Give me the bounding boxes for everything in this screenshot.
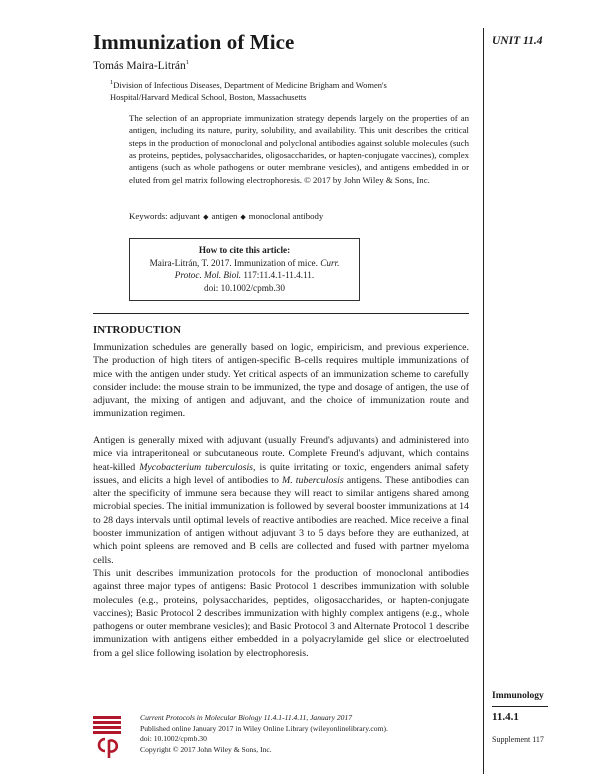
- intro-paragraph-2: [93, 434, 469, 567]
- footer-published[interactable]: Published online January 2017 in Wiley Online Library (wileyonlinelibrary.com).: [140, 723, 388, 733]
- species-name: Mycobacterium tuberculosis: [139, 461, 254, 473]
- keyword-item[interactable]: monoclonal antibody: [248, 211, 324, 221]
- footer-doi[interactable]: doi: 10.1002/cpmb.30: [140, 734, 207, 744]
- intro-paragraph-1: Immunization schedules are generally based on logic, empiricism, and previous experience. The production of high titers of antigen-specific B-cells requires multiple immunizations of mice with the antigen under study. Yet critical aspects of an immunization scheme to carefully consider include: the mouse strain to be immunized, the type and dosage of antigen, the use of adjuvant, the mixing of antigen and adjuvant, and the choice of immunization route and immunization regimen.: [93, 342, 469, 420]
- unit-label: UNIT 11.4: [492, 35, 543, 47]
- sidebar-rule: [492, 706, 548, 707]
- footer-copyright: Copyright © 2017 John Wiley & Sons, Inc.: [140, 744, 272, 754]
- affiliation-text: Division of Infectious Diseases, Department of Medicine Brigham and Women's Hospital/Harvard Medical School, Boston, Massachusetts: [110, 79, 387, 103]
- citation-heading: How to cite this article:: [198, 245, 291, 255]
- section-name: Immunology: [492, 691, 544, 701]
- keyword-item[interactable]: antigen: [211, 211, 238, 221]
- keyword-item[interactable]: adjuvant: [169, 211, 201, 221]
- section-heading: INTRODUCTION: [93, 324, 182, 336]
- species-name: M. tuberculosis: [282, 474, 344, 486]
- affiliation: [110, 77, 440, 104]
- section-divider: [93, 313, 469, 314]
- p2-text: antigens. These antibodies can alter the specificity of immune sera because they will react to similar antigens shared among microbial species. The initial immunization is followed by several booster immunizations at 14 to 28 days intervals until optimal levels of reactive antibodies are reached. Mice receive a final booster immunization of antigen without adjuvant 3 to 5 days before they are euthanized, at which point spleens are removed and B cells are collected and fused with partner myeloma cells.: [93, 474, 470, 566]
- footer-journal: Current Protocols in Molecular Biology 11.4.1-11.4.11, January 2017: [140, 713, 353, 722]
- intro-paragraph-3: This unit describes immunization protocols for the production of monoclonal antibodies against three major types of antigens: Basic Protocol 1 describes immunization with soluble molecules (e.g., proteins, polysaccharides, peptides, oligosaccharides, or hapten-conjugate vaccines); Basic Protocol 2 describes immunization with highly complex antigens (e.g., whole pathogens or outer membrane vesicles); and Basic Protocol 3 and Alternate Protocol 1 describe immunization with antigens either embedded in a polyacrylamide gel slice or electroeluted from a gel slice following isolation by electrophoresis.: [93, 568, 469, 659]
- article-title: Immunization of Mice: [93, 30, 295, 54]
- page-number: 11.4.1: [492, 711, 519, 723]
- abstract: The selection of an appropriate immunization strategy depends largely on the properties of an antigen, including its nature, purity, solubility, and availability. This unit describes the critical steps in the production of monoclonal and polyclonal antibodies against soluble molecules (such as proteins, peptides, polysaccharides, oligosaccharides, or hapten-conjugate vaccines), complex antigens (such as whole pathogens or outer membrane vesicles), and antigens embedded in or eluted from gel matrix following electrophoresis. © 2017 by John Wiley & Sons, Inc.: [129, 113, 469, 185]
- page-footer: [140, 713, 388, 755]
- supplement-label: Supplement 117: [492, 735, 544, 744]
- author-name[interactable]: Tomás Maira-Litrán: [93, 59, 186, 72]
- diamond-separator-icon: ◆: [240, 213, 246, 221]
- cp-logo-icon: [93, 716, 121, 758]
- affiliation-sup: 1: [110, 79, 114, 86]
- citation-line: Maira-Litrán, T. 2017. Immunization of mice.: [149, 257, 318, 268]
- citation-doi[interactable]: doi: 10.1002/cpmb.30: [204, 282, 285, 293]
- p2-text: Antigen is generally mixed with adjuvant (usually Freund's adjuvants) and administered into mice via intraperitoneal or subcutaneous route. Complete Freund's adjuvant, which contains heat-killed: [93, 435, 469, 473]
- author-line: [93, 59, 189, 72]
- diamond-separator-icon: ◆: [203, 213, 209, 221]
- citation-box: [129, 238, 360, 301]
- vertical-divider: [483, 28, 484, 774]
- author-sup: 1: [185, 59, 190, 66]
- p2-text: , is quite irritating or toxic, engenders animal safety issues, and elicits a high level of antibodies to: [93, 461, 469, 486]
- citation-volume: 117:11.4.1-11.4.11.: [243, 270, 315, 281]
- citation-text: [140, 257, 349, 282]
- keywords-label: Keywords:: [129, 211, 168, 221]
- citation-journal: Curr. Protoc. Mol. Biol.: [174, 257, 340, 281]
- keywords: [129, 211, 323, 221]
